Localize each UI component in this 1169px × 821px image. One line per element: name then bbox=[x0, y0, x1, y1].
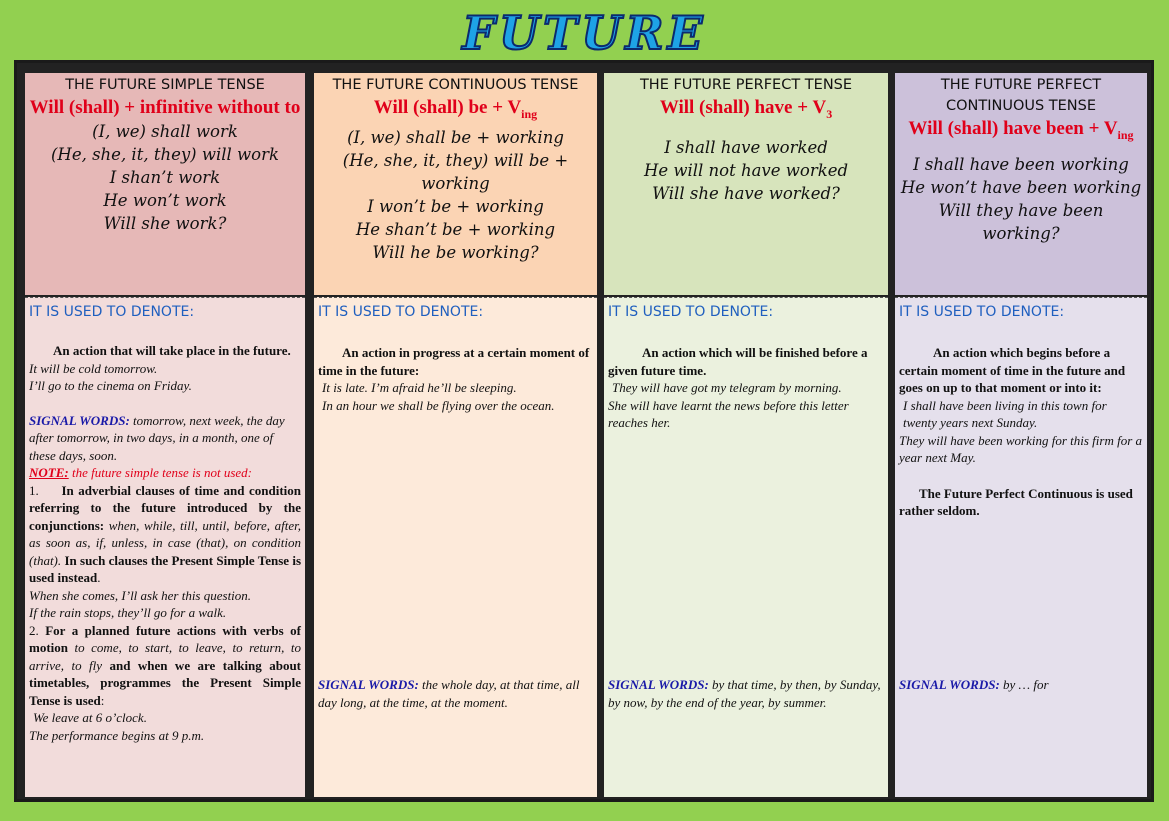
example-line: He shan’t be + working bbox=[355, 219, 556, 239]
header-future-perfect-continuous bbox=[895, 73, 1147, 295]
signal-label: SIGNAL WORDS: bbox=[318, 677, 419, 692]
used-label: IT IS USED TO DENOTE: bbox=[318, 304, 484, 320]
signal-label: SIGNAL WORDS: bbox=[899, 677, 1000, 692]
header-future-simple bbox=[25, 73, 305, 295]
page-title: FUTURE bbox=[462, 6, 707, 60]
usage-description: An action which begins before a certain moment of time in the future and goes on up to that moment or into it: bbox=[899, 345, 1126, 395]
example-line: He won’t have been working bbox=[900, 177, 1142, 197]
usage-example: In an hour we shall be flying over the ocean. bbox=[322, 397, 555, 413]
tense-table bbox=[14, 60, 1154, 802]
rule-number: 2. bbox=[29, 622, 39, 638]
signal-words: by that time, by then, by Sunday, by now, by the end of the year, by summer. bbox=[608, 677, 881, 710]
signal-words: tomorrow, next week, the day after tomorrow, in two days, in a month, one of these days, soon. bbox=[29, 412, 285, 463]
used-label: IT IS USED TO DENOTE: bbox=[29, 304, 195, 320]
column-future-perfect-continuous bbox=[895, 73, 1147, 797]
signal-label: SIGNAL WORDS: bbox=[608, 677, 709, 692]
rule-conjunctions: when, while, till, until, before, after, as soon as, if, unless, in case (that), on condition (that). bbox=[29, 517, 301, 568]
usage-future-simple bbox=[25, 297, 305, 797]
tense-formula: Will (shall) be + $V_{ing}$ bbox=[373, 97, 538, 121]
signal-words-block bbox=[318, 676, 593, 711]
header-future-perfect bbox=[604, 73, 888, 295]
rule-number: 1. bbox=[29, 482, 39, 498]
signal-words-block bbox=[29, 412, 301, 465]
example-line: I shall have worked bbox=[664, 137, 828, 157]
example-line: He won’t work bbox=[103, 191, 227, 210]
example-line: I won’t be + working bbox=[367, 196, 544, 216]
usage-example: I’ll go to the cinema on Friday. bbox=[29, 378, 192, 393]
signal-words: the whole day, at that time, all day long, at the time, at the moment. bbox=[318, 677, 580, 710]
example-line: Will he be working? bbox=[372, 242, 539, 262]
tense-name: THE FUTURE SIMPLE TENSE bbox=[65, 77, 265, 93]
rule-verbs: to come, to start, to leave, to return, to arrive, to fly bbox=[29, 640, 301, 673]
usage-extra: The Future Perfect Continuous is used rather seldom. bbox=[899, 485, 1133, 518]
usage-description: An action in progress at a certain moment of time in the future: bbox=[318, 345, 590, 378]
signal-words-block bbox=[608, 676, 884, 711]
usage-example: She will have learnt the news before this letter reaches her. bbox=[608, 397, 849, 430]
note-text: the future simple tense is not used: bbox=[71, 465, 253, 480]
column-future-simple bbox=[25, 73, 305, 797]
usage-example: They will have got my telegram by morning. bbox=[612, 380, 842, 395]
usage-future-perfect-continuous bbox=[895, 297, 1147, 797]
tense-name: THE FUTURE PERFECT CONTINUOUS TENSE bbox=[940, 77, 1102, 114]
usage-example: It is late. I’m afraid he’ll be sleeping. bbox=[322, 380, 517, 395]
usage-example: It will be cold tomorrow. bbox=[29, 360, 158, 376]
example-line: (He, she, it, they) will be + working bbox=[342, 150, 569, 193]
example-line: (I, we) shall be + working bbox=[347, 127, 564, 147]
usage-future-perfect bbox=[604, 297, 888, 797]
example-line: I shan’t work bbox=[109, 168, 221, 187]
header-future-continuous bbox=[314, 73, 597, 295]
example-line: I shall have been working bbox=[913, 154, 1129, 174]
tense-name: THE FUTURE CONTINUOUS TENSE bbox=[332, 77, 579, 93]
rule-example: If the rain stops, they’ll go for a walk. bbox=[29, 605, 227, 620]
tense-formula: Will (shall) have been + $V_{ing}$ bbox=[908, 118, 1134, 142]
signal-label: SIGNAL WORDS: bbox=[29, 412, 130, 428]
rule-tail: In such clauses the Present Simple Tense is used instead bbox=[29, 552, 302, 585]
rule-example: When she comes, I’ll ask her this question. bbox=[29, 587, 252, 603]
tense-formula: Will (shall) have + $V_3$ bbox=[659, 97, 833, 121]
example-line: Will she have worked? bbox=[652, 183, 840, 203]
example-line: (I, we) shall work bbox=[92, 122, 238, 141]
usage-description: An action that will take place in the future. bbox=[53, 343, 291, 358]
example-line: Will she work? bbox=[103, 214, 227, 233]
example-line: He will not have worked bbox=[643, 160, 849, 180]
rule-1: 1. In adverbial clauses of time and condition referring to the future introduced by the conjunctions: when, while, till, until, before, after, as soon as, if, unless, in case (that), on condition (that). In such clauses the Present Simple Tense is used instead. bbox=[29, 482, 302, 585]
column-future-perfect bbox=[604, 73, 888, 797]
usage-example: They will have been working for this firm for a year next May. bbox=[899, 432, 1143, 465]
rule-text: For a planned future actions with verbs of motion bbox=[29, 622, 302, 655]
usage-example: I shall have been living in this town for twenty years next Sunday. bbox=[903, 397, 1107, 430]
usage-future-continuous bbox=[314, 297, 597, 797]
rule-text: and when we are talking about timetables, programmes the Present Simple Tense is used bbox=[29, 657, 302, 708]
tense-name: THE FUTURE PERFECT TENSE bbox=[639, 77, 853, 93]
usage-description: An action which will be finished before a given future time. bbox=[608, 345, 868, 378]
column-future-continuous bbox=[314, 73, 597, 797]
note-label: NOTE: bbox=[29, 465, 69, 480]
rule-example: The performance begins at 9 p.m. bbox=[29, 727, 205, 743]
example-line: (He, she, it, they) will work bbox=[51, 145, 279, 164]
rule-example: We leave at 6 o’clock. bbox=[33, 710, 147, 725]
rule-2: 2. For a planned future actions with verbs of motion to come, to start, to leave, to return, to arrive, to fly and when we are talking about timetables, programmes the Present Simple Tense is used: bbox=[29, 622, 302, 708]
note-block bbox=[29, 464, 301, 482]
signal-words-block bbox=[899, 676, 1143, 694]
tense-formula: Will (shall) + infinitive without to bbox=[29, 97, 301, 118]
rule-text: In adverbial clauses of time and condition referring to the future introduced by the conjunctions: bbox=[29, 482, 302, 533]
example-line: Will they have been working? bbox=[938, 200, 1104, 243]
signal-words: by … for bbox=[1003, 677, 1049, 692]
used-label: IT IS USED TO DENOTE: bbox=[608, 304, 774, 320]
used-label: IT IS USED TO DENOTE: bbox=[899, 304, 1065, 320]
